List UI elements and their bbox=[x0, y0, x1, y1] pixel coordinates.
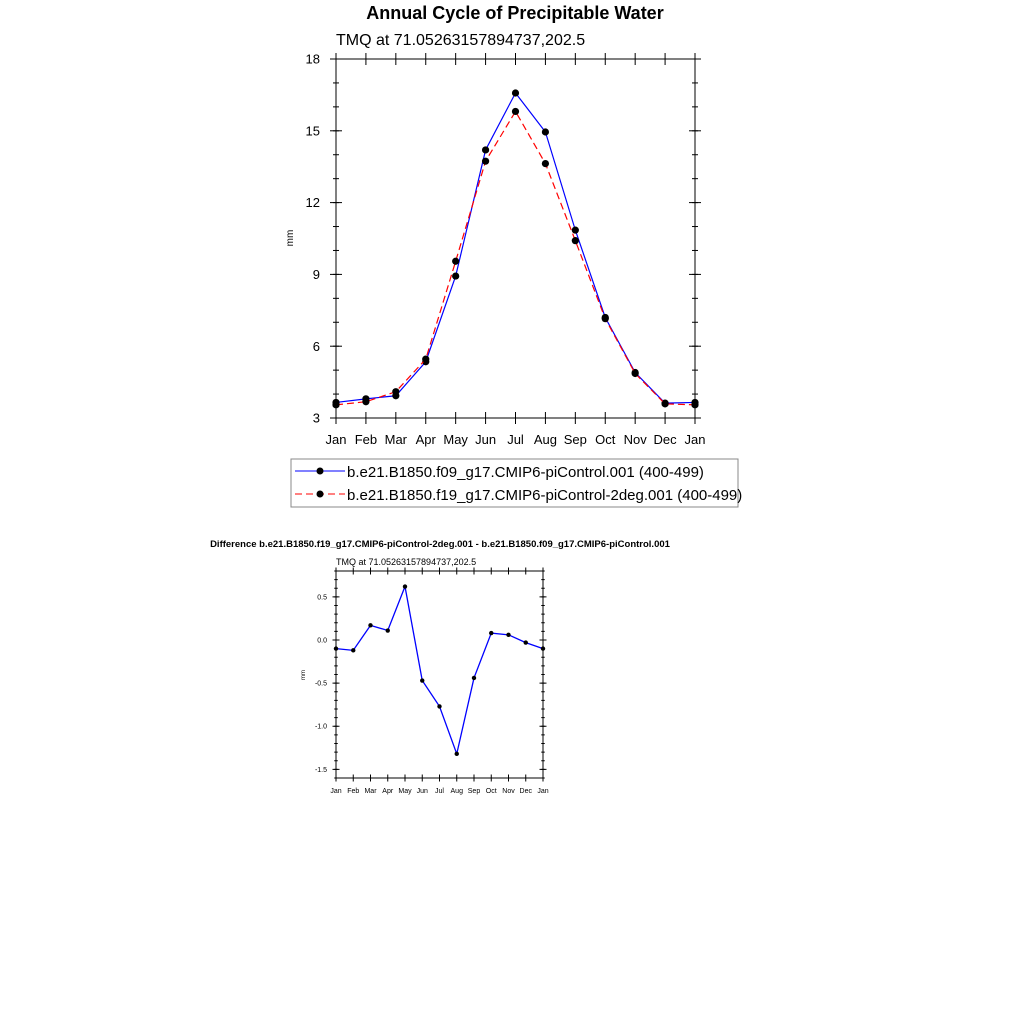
y-tick-label: 3 bbox=[312, 410, 320, 426]
y-tick-label: 6 bbox=[312, 338, 320, 354]
data-point bbox=[602, 315, 609, 322]
x-tick-label: Feb bbox=[347, 788, 360, 795]
x-tick-label: Jan bbox=[325, 432, 347, 447]
series-line-1 bbox=[336, 587, 543, 754]
data-point bbox=[489, 631, 493, 635]
bottom-chart-title: Difference b.e21.B1850.f19_g17.CMIP6-piControl-2deg.001 - b.e21.B1850.f09_g17.CMIP6-piControl.001 bbox=[210, 539, 670, 550]
data-point bbox=[368, 623, 372, 627]
data-point bbox=[482, 146, 489, 153]
top-chart-title: Annual Cycle of Precipitable Water bbox=[366, 3, 664, 23]
x-tick-label: Sep bbox=[563, 432, 587, 447]
top-chart-ylabel: mm bbox=[285, 229, 296, 247]
data-point bbox=[482, 158, 489, 165]
series-line-1 bbox=[336, 93, 695, 403]
y-tick-label: 0.0 bbox=[317, 637, 327, 645]
data-point bbox=[403, 584, 407, 588]
plot-frame bbox=[336, 571, 543, 778]
y-tick-label: 0.5 bbox=[317, 594, 327, 602]
x-tick-label: Mar bbox=[364, 788, 377, 795]
x-tick-label: Dec bbox=[519, 788, 532, 795]
data-point bbox=[334, 646, 338, 650]
x-tick-label: Jan bbox=[537, 788, 549, 795]
data-point bbox=[541, 646, 545, 650]
x-tick-label: Jun bbox=[475, 432, 497, 447]
data-point bbox=[572, 227, 579, 234]
x-tick-label: Jan bbox=[330, 788, 342, 795]
y-tick-label: -0.5 bbox=[314, 680, 327, 688]
data-point bbox=[512, 108, 519, 115]
data-point bbox=[392, 388, 399, 395]
top-chart-subtitle: TMQ at 71.05263157894737,202.5 bbox=[336, 32, 586, 49]
x-tick-label: Jun bbox=[416, 788, 428, 795]
x-tick-label: Dec bbox=[653, 432, 677, 447]
x-tick-label: Apr bbox=[382, 788, 394, 795]
legend-label-2: b.e21.B1850.f19_g17.CMIP6-piControl-2deg.001 (400-499) bbox=[347, 487, 743, 504]
y-tick-label: 18 bbox=[305, 51, 320, 67]
y-tick-label: 9 bbox=[312, 266, 320, 282]
data-point bbox=[542, 160, 549, 167]
data-point bbox=[472, 676, 476, 680]
y-tick-label: 15 bbox=[305, 123, 320, 139]
data-point bbox=[422, 356, 429, 363]
series-line-2 bbox=[336, 111, 695, 404]
x-tick-label: Apr bbox=[415, 432, 436, 447]
data-point bbox=[437, 704, 441, 708]
x-tick-label: Feb bbox=[354, 432, 378, 447]
data-point bbox=[420, 678, 424, 682]
legend bbox=[291, 459, 742, 507]
y-tick-label: 12 bbox=[305, 195, 320, 211]
legend-marker-1 bbox=[317, 468, 324, 475]
data-point bbox=[542, 128, 549, 135]
data-point bbox=[452, 258, 459, 265]
x-tick-label: May bbox=[398, 788, 412, 795]
x-tick-label: Aug bbox=[450, 788, 463, 795]
legend-marker-2 bbox=[317, 491, 324, 498]
data-point bbox=[506, 633, 510, 637]
y-tick-label: -1.5 bbox=[314, 766, 327, 774]
legend-label-1: b.e21.B1850.f09_g17.CMIP6-piControl.001 (400-499) bbox=[347, 464, 704, 481]
x-tick-label: Nov bbox=[502, 788, 515, 795]
y-tick-label: -1.0 bbox=[314, 723, 327, 731]
data-point bbox=[452, 272, 459, 279]
data-point bbox=[661, 400, 668, 407]
data-point bbox=[332, 401, 339, 408]
x-tick-label: Mar bbox=[384, 432, 408, 447]
data-point bbox=[572, 237, 579, 244]
bottom-chart-ylabel: mm bbox=[301, 670, 307, 680]
x-tick-label: Jul bbox=[435, 788, 444, 795]
x-tick-label: Jan bbox=[684, 432, 706, 447]
x-tick-label: Sep bbox=[467, 788, 481, 795]
data-point bbox=[632, 370, 639, 377]
x-tick-label: Aug bbox=[533, 432, 557, 447]
data-point bbox=[455, 752, 459, 756]
x-tick-label: Oct bbox=[485, 788, 497, 795]
data-point bbox=[512, 89, 519, 96]
x-tick-label: Oct bbox=[595, 432, 616, 447]
data-point bbox=[351, 648, 355, 652]
x-tick-label: Nov bbox=[623, 432, 647, 447]
data-point bbox=[691, 401, 698, 408]
data-point bbox=[386, 628, 390, 632]
data-point bbox=[524, 640, 528, 644]
bottom-chart-subtitle: TMQ at 71.05263157894737,202.5 bbox=[336, 557, 477, 567]
data-point bbox=[362, 398, 369, 405]
x-tick-label: Jul bbox=[507, 432, 524, 447]
x-tick-label: May bbox=[443, 432, 468, 447]
